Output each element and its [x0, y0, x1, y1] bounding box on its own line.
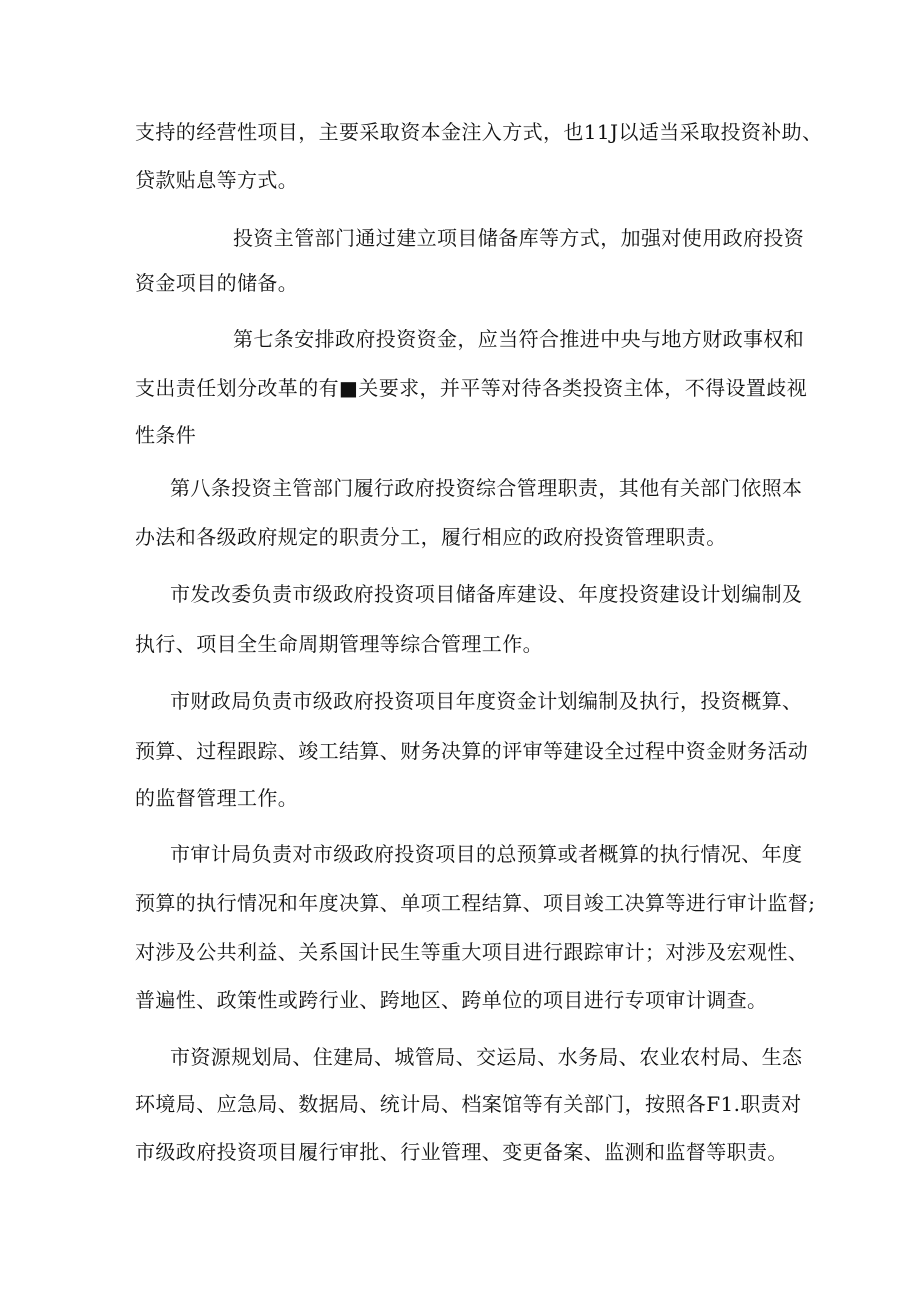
paragraph-6-line-1: 市财政局负责市级政府投资项目年度资金计划编制及执行，投资概算、: [170, 689, 803, 713]
paragraph-3-line-2: 支出责任划分改革的有■关要求，并平等对待各类投资主体，不得设置歧视: [135, 376, 808, 400]
paragraph-7-line-4: 普遍性、政策性或跨行业、跨地区、跨单位的项目进行专项审计调查。: [135, 988, 768, 1012]
paragraph-1-line-2: 贷款贴息等方式。: [135, 168, 299, 192]
paragraph-2-line-2: 资金项目的储备。: [135, 271, 299, 295]
paragraph-6-line-2: 预算、过程跟踪、竣工结算、财务决算的评审等建设全过程中资金财务活动: [135, 739, 809, 763]
paragraph-1-line-1: 支持的经营性项目，主要采取资本金注入方式，也11J以适当采取投资补助、: [135, 120, 823, 144]
paragraph-5-line-1: 市发改委负责市级政府投资项目储备库建设、年度投资建设计划编制及: [170, 582, 803, 606]
paragraph-7-line-2: 预算的执行情况和年度决算、单项工程结算、项目竣工决算等进行审计监督;: [135, 891, 816, 915]
paragraph-4-line-1: 第八条投资主管部门履行政府投资综合管理职责，其他有关部门依照本: [170, 476, 803, 500]
paragraph-5-line-2: 执行、项目全生命周期管理等综合管理工作。: [135, 632, 543, 656]
paragraph-6-line-3: 的监督管理工作。: [135, 786, 299, 810]
paragraph-7-line-3: 对涉及公共利益、关系国计民生等重大项目进行跟踪审计；对涉及宏观性、: [135, 940, 809, 964]
paragraph-7-line-1: 市审计局负责对市级政府投资项目的总预算或者概算的执行情况、年度: [170, 842, 803, 866]
paragraph-3-line-3: 性条件: [135, 423, 197, 447]
paragraph-4-line-2: 办法和各级政府规定的职责分工，履行相应的政府投资管理职责。: [135, 525, 727, 549]
paragraph-2-line-1: 投资主管部门通过建立项目储备库等方式，加强对使用政府投资: [233, 226, 805, 250]
paragraph-8-line-1: 市资源规划局、住建局、城管局、交运局、水务局、农业农村局、生态: [170, 1045, 803, 1069]
paragraph-3-line-1: 第七条安排政府投资资金，应当符合推进中央与地方财政事权和: [233, 327, 805, 351]
paragraph-8-line-2: 环境局、应急局、数据局、统计局、档案馆等有关部门，按照各F1.职责对: [135, 1092, 802, 1116]
paragraph-8-line-3: 市级政府投资项目履行审批、行业管理、变更备案、监测和监督等职责。: [135, 1140, 788, 1164]
